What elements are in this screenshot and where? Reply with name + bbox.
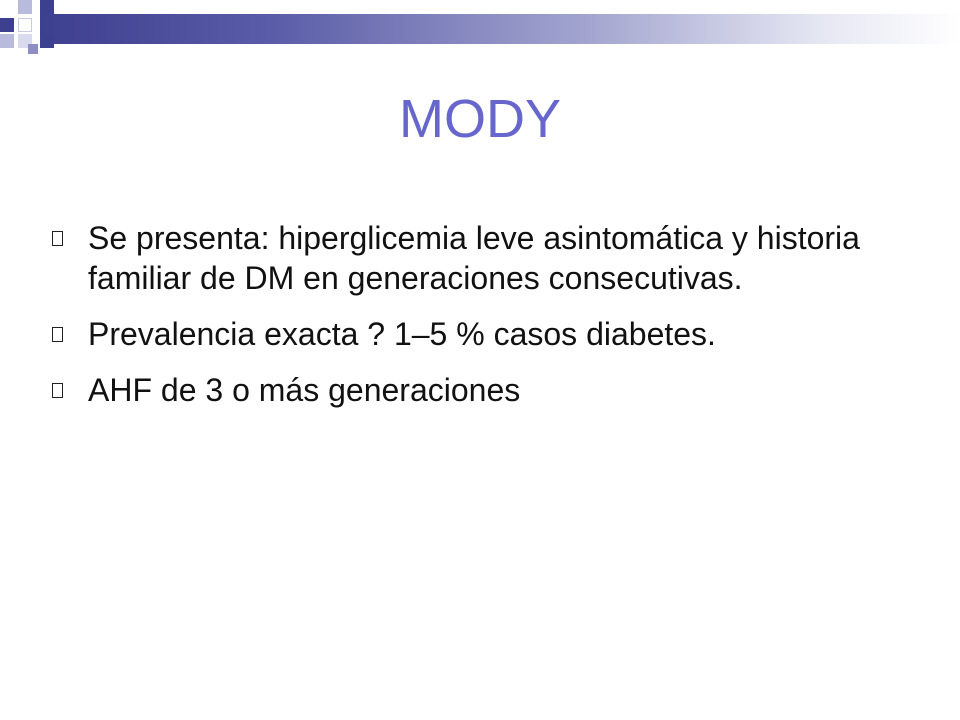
decorative-square-icon bbox=[40, 0, 54, 14]
bullet-item bbox=[52, 218, 912, 298]
hollow-square-bullet-icon bbox=[52, 327, 63, 342]
bullet-list bbox=[52, 218, 912, 426]
decorative-square-icon bbox=[40, 34, 54, 48]
bullet-item bbox=[52, 370, 912, 410]
bullet-item bbox=[52, 314, 912, 354]
header-gradient-bar bbox=[40, 14, 960, 44]
hollow-square-bullet-icon bbox=[52, 383, 63, 398]
bullet-text: Prevalencia exacta ? 1–5 % casos diabetes. bbox=[88, 316, 716, 352]
bullet-text: AHF de 3 o más generaciones bbox=[88, 372, 521, 408]
decorative-square-icon bbox=[0, 34, 14, 48]
bullet-text: Se presenta: hiperglicemia leve asintomática y historia familiar de DM en generaciones consecutivas. bbox=[88, 220, 860, 296]
decorative-square-icon bbox=[18, 0, 32, 14]
hollow-square-bullet-icon bbox=[52, 231, 63, 246]
decorative-square-icon bbox=[0, 18, 14, 32]
decorative-square-icon bbox=[18, 18, 32, 32]
decorative-square-icon bbox=[28, 44, 38, 54]
slide-title: MODY bbox=[399, 89, 561, 149]
